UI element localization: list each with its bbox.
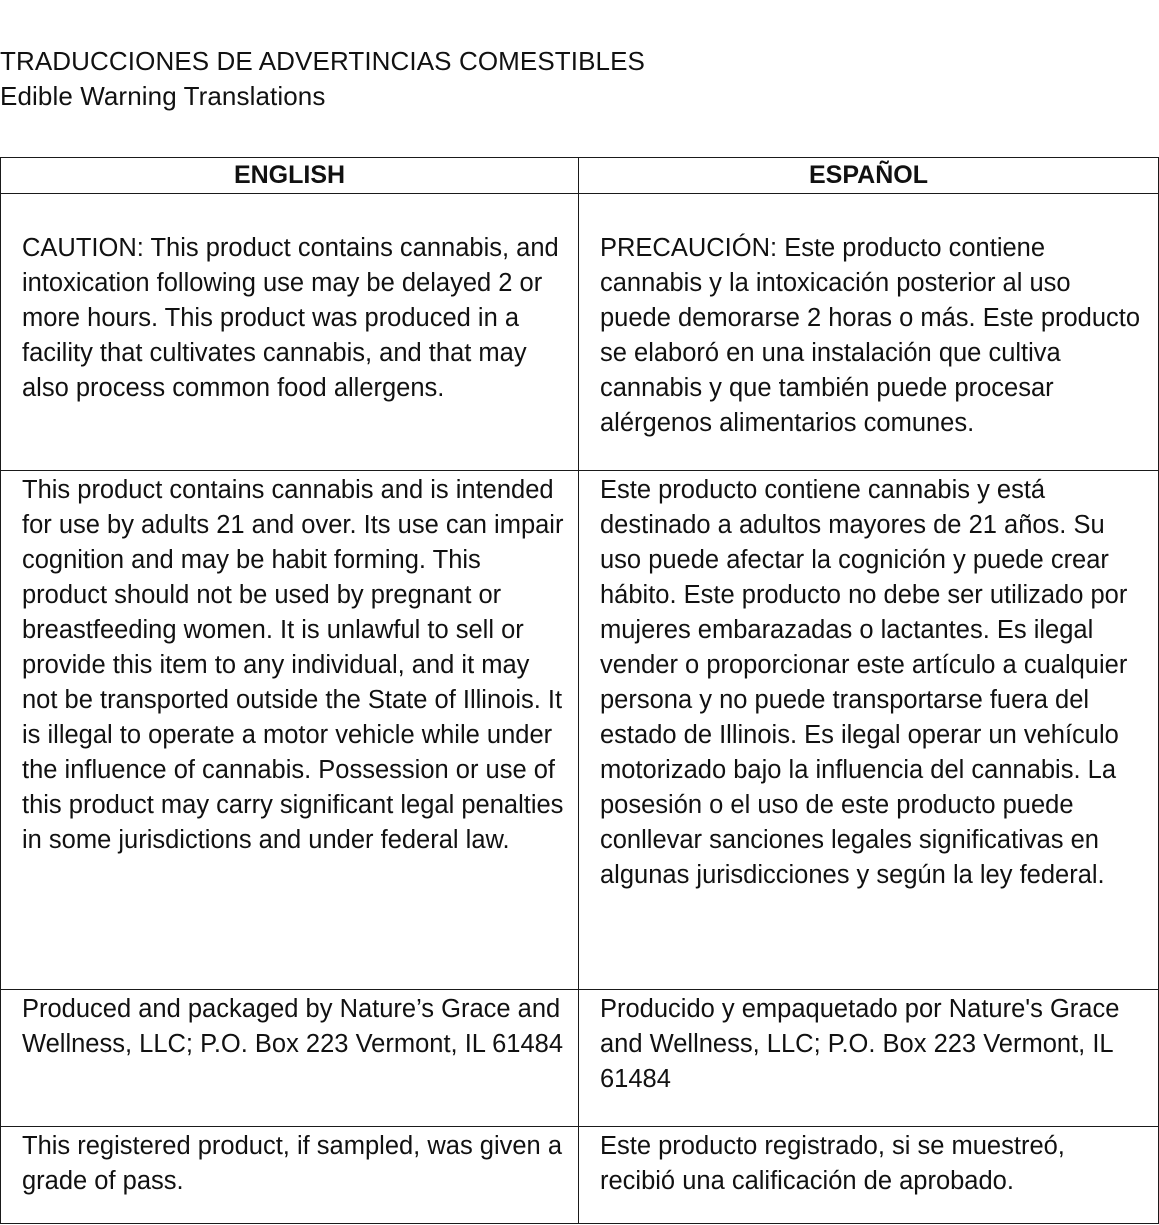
- table-header-row: [1, 158, 1159, 194]
- table-row: [1, 1127, 1159, 1224]
- table-row: [1, 990, 1159, 1127]
- table-row: [1, 194, 1159, 471]
- header-english: ENGLISH: [1, 158, 579, 194]
- cell-english-grade: This registered product, if sampled, was given a grade of pass.: [1, 1127, 579, 1224]
- title-english: Edible Warning Translations: [0, 81, 326, 111]
- warning-translations-table: [0, 157, 1159, 1224]
- cell-spanish-caution: PRECAUCIÓN: Este producto contiene cannabis y la intoxicación posterior al uso puede demorarse 2 horas o más. Este producto se elaboró en una instalación que cultiva cannabis y que también puede procesar alérgenos alimentarios comunes.: [579, 194, 1159, 471]
- title-spanish: TRADUCCIONES DE ADVERTINCIAS COMESTIBLES: [0, 46, 645, 76]
- header-spanish: ESPAÑOL: [579, 158, 1159, 194]
- cell-spanish-producer: Producido y empaquetado por Nature's Grace and Wellness, LLC; P.O. Box 223 Vermont, IL 61484: [579, 990, 1159, 1127]
- cell-english-producer: Produced and packaged by Nature’s Grace and Wellness, LLC; P.O. Box 223 Vermont, IL 61484: [1, 990, 579, 1127]
- table-row: [1, 471, 1159, 990]
- cell-spanish-grade: Este producto registrado, si se muestreó, recibió una calificación de aprobado.: [579, 1127, 1159, 1224]
- cell-spanish-warning: Este producto contiene cannabis y está destinado a adultos mayores de 21 años. Su uso puede afectar la cognición y puede crear hábito. Este producto no debe ser utilizado por mujeres embarazadas o lactantes. Es ilegal vender o proporcionar este artículo a cualquier persona y no puede transportarse fuera del estado de Illinois. Es ilegal operar un vehículo motorizado bajo la influencia del cannabis. La posesión o el uso de este producto puede conllevar sanciones legales significativas en algunas jurisdicciones y según la ley federal.: [579, 471, 1159, 990]
- document-title-block: [0, 44, 645, 114]
- cell-english-caution: CAUTION: This product contains cannabis, and intoxication following use may be delayed 2 or more hours. This product was produced in a facility that cultivates cannabis, and that may also process common food allergens.: [1, 194, 579, 471]
- cell-english-warning: This product contains cannabis and is intended for use by adults 21 and over. Its use can impair cognition and may be habit forming. This product should not be used by pregnant or breastfeeding women. It is unlawful to sell or provide this item to any individual, and it may not be transported outside the State of Illinois. It is illegal to operate a motor vehicle while under the influence of cannabis. Possession or use of this product may carry significant legal penalties in some jurisdictions and under federal law.: [1, 471, 579, 990]
